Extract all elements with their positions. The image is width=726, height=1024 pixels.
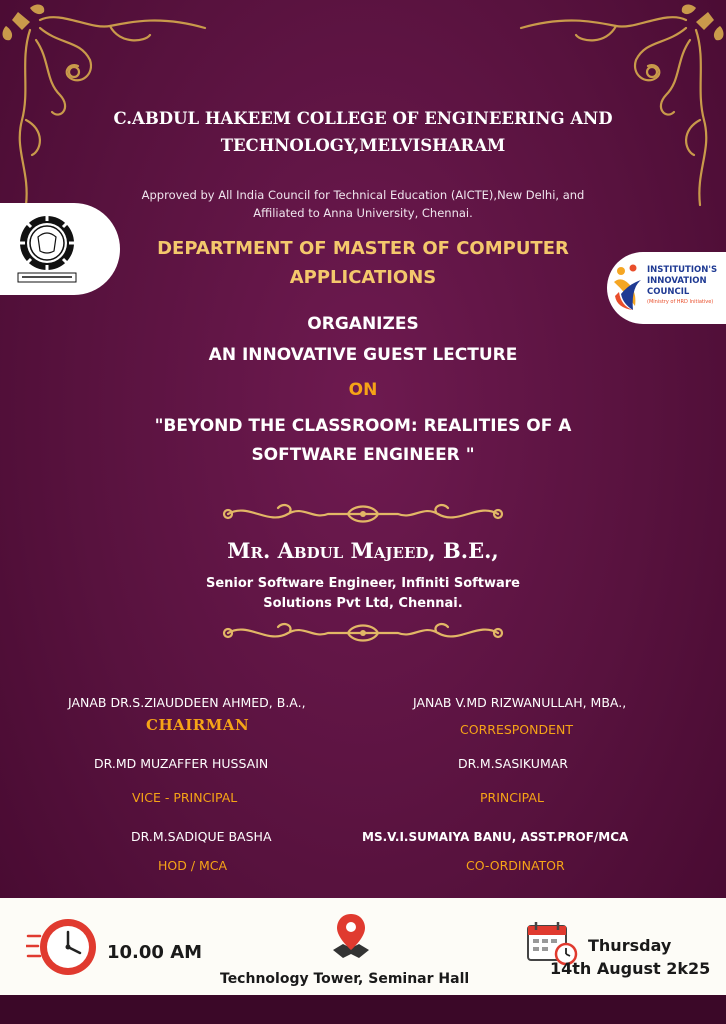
iic-line2: INNOVATION xyxy=(647,276,707,286)
coordinator-name: MS.V.I.SUMAIYA BANU, ASST.PROF/MCA xyxy=(362,830,629,844)
event-date: 14th August 2k25 xyxy=(550,959,711,978)
location-pin-icon xyxy=(329,912,373,962)
lecture-topic: "BEYOND THE CLASSROOM: REALITIES OF A SOFTWARE ENGINEER " xyxy=(154,416,572,465)
vice-principal-name: DR.MD MUZAFFER HUSSAIN xyxy=(94,756,269,771)
iic-line4: (Ministry of HRD Initiative) xyxy=(647,299,714,305)
clock-icon xyxy=(26,916,100,978)
divider-ornament-bottom xyxy=(218,619,508,647)
iic-line1: INSTITUTION'S xyxy=(647,265,718,275)
approval-text: Approved by All India Council for Technical Education (AICTE),New Delhi, and Affiliated to Anna University, Chennai. xyxy=(141,188,585,220)
hod-role: HOD / MCA xyxy=(158,858,228,873)
event-info-footer xyxy=(0,898,726,995)
chairman-name: JANAB DR.S.ZIAUDDEEN AHMED, B.A., xyxy=(68,695,306,710)
correspondent-role: CORRESPONDENT xyxy=(460,722,574,737)
principal-role: PRINCIPAL xyxy=(480,790,544,805)
event-day: Thursday xyxy=(588,936,672,955)
vice-principal-role: VICE - PRINCIPAL xyxy=(132,790,238,805)
event-time: 10.00 AM xyxy=(107,942,203,963)
bottom-strip xyxy=(0,995,726,1024)
iic-line3: COUNCIL xyxy=(647,287,690,297)
hod-name: DR.M.SADIQUE BASHA xyxy=(131,829,272,844)
coordinator-role: CO-ORDINATOR xyxy=(466,858,565,873)
department-title: DEPARTMENT OF MASTER OF COMPUTER APPLICATIONS xyxy=(157,238,569,288)
on-text: ON xyxy=(348,380,378,400)
chairman-role: CHAIRMAN xyxy=(146,716,250,734)
event-venue: Technology Tower, Seminar Hall xyxy=(220,971,470,987)
speaker-name: Mr. Abdul Majeed, B.E., xyxy=(227,538,499,563)
speaker-designation: Senior Software Engineer, Infiniti Software Solutions Pvt Ltd, Chennai. xyxy=(205,576,521,611)
correspondent-name: JANAB V.MD RIZWANULLAH, MBA., xyxy=(413,695,627,710)
organizes-text: ORGANIZES xyxy=(307,314,419,334)
event-type: AN INNOVATIVE GUEST LECTURE xyxy=(208,345,518,365)
principal-name: DR.M.SASIKUMAR xyxy=(458,756,568,771)
college-name: C.ABDUL HAKEEM COLLEGE OF ENGINEERING AND TECHNOLOGY,MELVISHARAM xyxy=(113,109,613,155)
divider-ornament-top xyxy=(218,500,508,528)
